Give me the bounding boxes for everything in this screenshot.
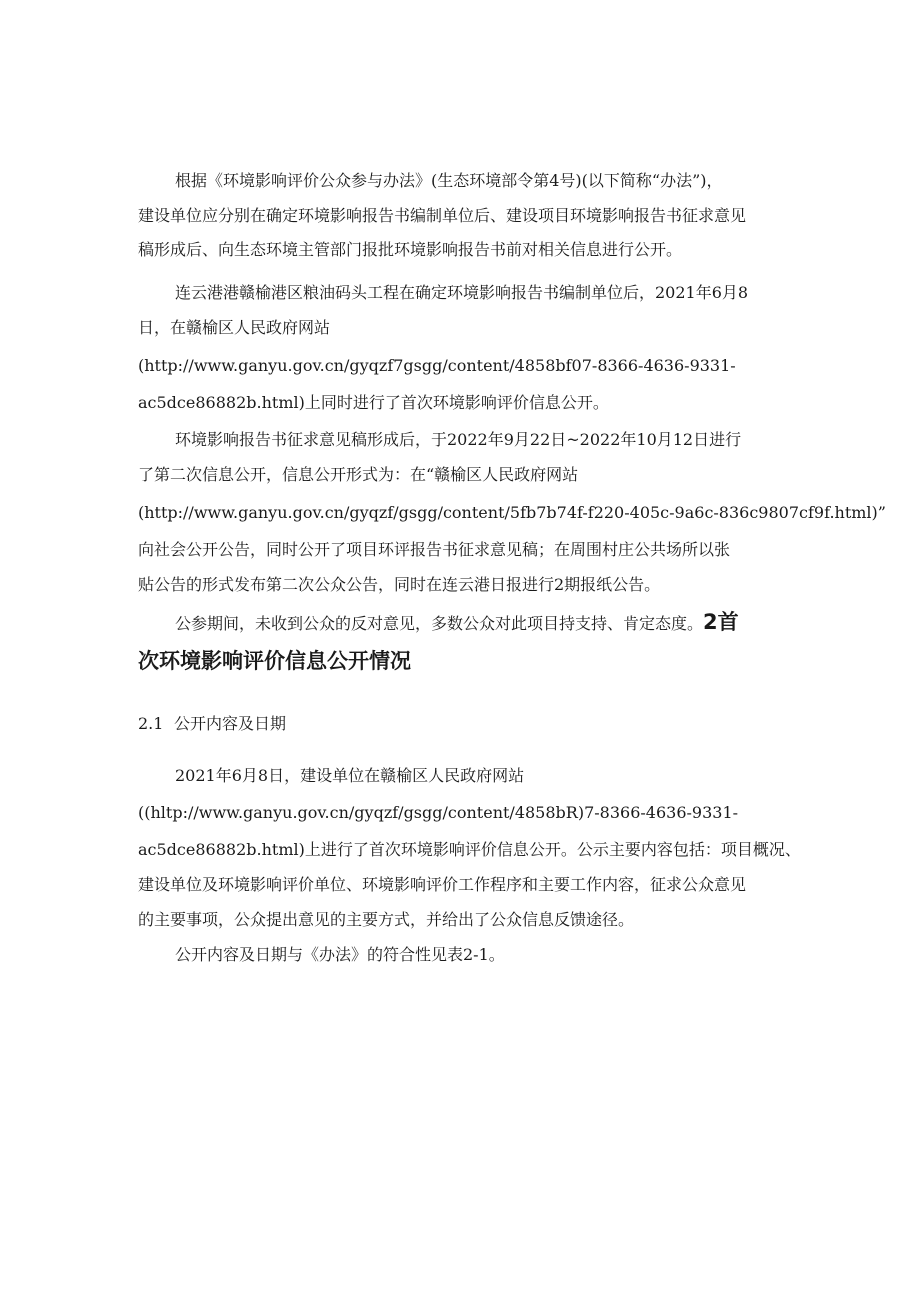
paragraph-2-line-4: ac5dce86882b.html)上同时进行了首次环境影响评价信息公开。 <box>138 393 609 412</box>
paragraph-3-line-2: 了第二次信息公开，信息公开形式为：在“赣榆区人民政府网站 <box>138 465 579 484</box>
paragraph-5-line-5: 的主要事项，公众提出意见的主要方式，并给出了公众信息反馈途径。 <box>138 910 635 929</box>
paragraph-4-text: 公参期间，未收到公众的反对意见，多数公众对此项目持支持、肯定态度。 <box>175 614 704 633</box>
paragraph-5-line-4: 建设单位及环境影响评价单位、环境影响评价工作程序和主要工作内容，征求公众意见 <box>138 875 747 894</box>
paragraph-5-line-1: 2021年6月8日，建设单位在赣榆区人民政府网站 <box>175 766 525 785</box>
paragraph-1-line-2: 建设单位应分别在确定环境影响报告书编制单位后、建设项目环境影响报告书征求意见 <box>138 206 747 225</box>
paragraph-5-url-line: ((hltp://www.ganyu.gov.cn/gyqzf/gsgg/content/4858bR)7-8366-4636-9331- <box>138 803 739 822</box>
paragraph-2-line-2: 日，在赣榆区人民政府网站 <box>138 318 331 337</box>
paragraph-1-line-3: 稿形成后、向生态环境主管部门报批环境影响报告书前对相关信息进行公开。 <box>138 240 683 259</box>
paragraph-2-url-line: (http://www.ganyu.gov.cn/gyqzf7gsgg/content/4858bf07-8366-4636-9331- <box>138 356 736 375</box>
paragraph-3-line-5: 贴公告的形式发布第二次公众公告，同时在连云港日报进行2期报纸公告。 <box>138 575 661 594</box>
paragraph-1-line-1: 根据《环境影响评价公众参与办法》(生态环境部令第4号)(以下简称“办法”)， <box>175 171 723 190</box>
paragraph-6: 公开内容及日期与《办法》的符合性见表2-1。 <box>175 945 505 964</box>
paragraph-2-line-1: 连云港港赣榆港区粮油码头工程在确定环境影响报告书编制单位后，2021年6月8 <box>175 283 749 302</box>
section-2-heading: 次环境影响评价信息公开情况 <box>138 649 411 673</box>
paragraph-5-line-3: ac5dce86882b.html)上进行了首次环境影响评价信息公开。公示主要内容包括：项目概况、 <box>138 840 801 859</box>
section-2-heading-start: 2首 <box>703 610 739 634</box>
paragraph-4 <box>175 612 739 634</box>
section-2-1-title: 公开内容及日期 <box>174 714 287 733</box>
section-2-1-number: 2.1 <box>138 714 164 733</box>
paragraph-3-url-line: (http://www.ganyu.gov.cn/gyqzf/gsgg/content/5fb7b74f-f220-405c-9a6c-836c9807cf9f.html)” <box>138 503 886 522</box>
paragraph-3-line-1: 环境影响报告书征求意见稿形成后，于2022年9月22日~2022年10月12日进行 <box>175 430 742 449</box>
section-2-1-heading <box>138 714 286 734</box>
paragraph-3-line-4: 向社会公开公告，同时公开了项目环评报告书征求意见稿；在周围村庄公共场所以张 <box>138 540 731 559</box>
